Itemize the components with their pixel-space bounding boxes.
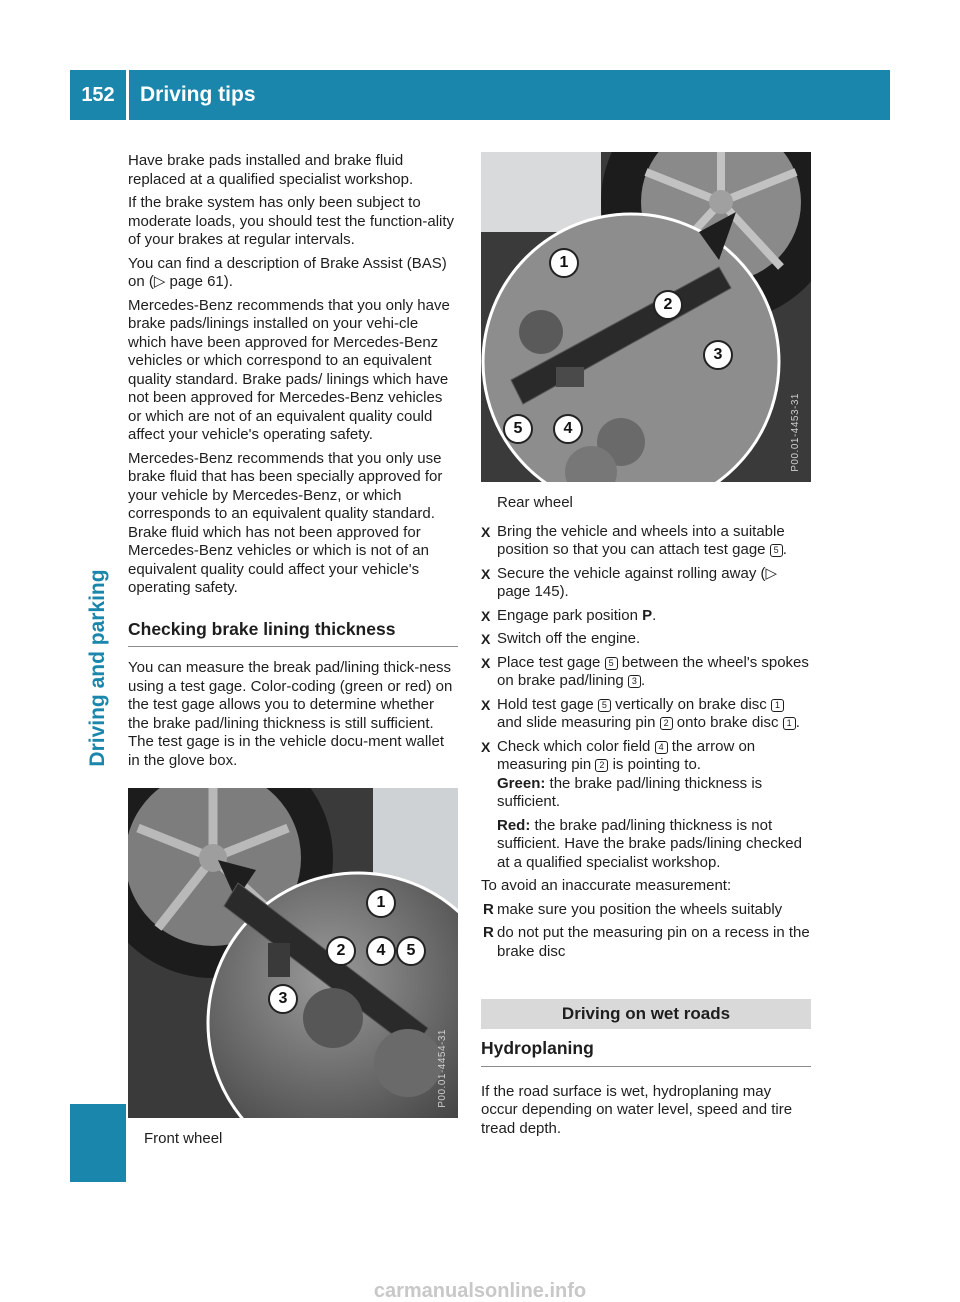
callout-1: 1	[549, 248, 579, 278]
figure-code: P00.01-4453-31	[789, 393, 801, 472]
paragraph-bas-reference: You can find a description of Brake Assist (BAS) on (▷ page 61).	[128, 254, 447, 290]
step-item: X Place test gage 5 between the wheel's spokes on brake pad/lining 3 .	[481, 653, 809, 689]
bullet-icon: R	[483, 900, 494, 918]
step-arrow-icon: X	[481, 631, 491, 647]
ref-5: 5	[770, 544, 783, 557]
callout-4: 4	[366, 936, 396, 966]
step-item: X Switch off the engine.	[481, 630, 641, 647]
callout-2: 2	[653, 290, 683, 320]
ref-5: 5	[605, 657, 618, 670]
header-divider	[126, 70, 129, 120]
paragraph: To avoid an inaccurate measurement:	[481, 877, 732, 894]
step-arrow-icon: X	[481, 696, 491, 713]
ref-4: 4	[655, 741, 668, 754]
paragraph: Mercedes-Benz recommends that you only have brake pads/linings installed on your vehi-cle which have been approved for Mercedes-Benz vehicles or which correspond to an equivalent quality standard. Brake pads/ linings which have not been approved for Mercedes-Benz vehicles or which are not of an equivalent quality could affect your vehicle's operating safety.	[128, 296, 450, 443]
rear-wheel-figure	[481, 152, 811, 482]
bullet-icon: R	[483, 924, 494, 941]
step-arrow-icon: X	[481, 607, 491, 624]
callout-2: 2	[326, 936, 356, 966]
callout-5: 5	[503, 414, 533, 444]
step-item: X Hold test gage 5 vertically on brake disc 1 and slide measuring pin 2 onto brake disc 1 .	[481, 695, 800, 731]
step-item: X Check which color field 4 the arrow on measuring pin 2 is pointing to. Green: the brake pad/lining thickness is sufficient.	[481, 737, 763, 810]
watermark: carmanualsonline.info	[373, 1280, 587, 1302]
step-arrow-icon: X	[481, 654, 491, 671]
front-wheel-figure	[128, 788, 458, 1118]
ref-2: 2	[595, 759, 608, 772]
bullet-item: R make sure you position the wheels suitably	[483, 900, 783, 918]
page-title: Driving tips	[140, 83, 256, 106]
step-arrow-icon: X	[481, 523, 491, 540]
figure-caption: Front wheel	[144, 1130, 223, 1147]
callout-1: 1	[366, 888, 396, 918]
page-number: 152	[81, 84, 115, 106]
red-label: Red:	[497, 816, 531, 834]
paragraph: If the road surface is wet, hydroplaning may occur depending on water level, speed and tire tread depth.	[481, 1082, 793, 1137]
step-arrow-icon: X	[481, 738, 491, 755]
ref-1: 1	[771, 699, 784, 712]
callout-5: 5	[396, 936, 426, 966]
figure-code: P00.01-4454-31	[436, 1029, 448, 1108]
bullet-item: R do not put the measuring pin on a recess in the brake disc	[483, 924, 810, 960]
paragraph: Have brake pads installed and brake fluid replaced at a qualified specialist workshop.	[128, 152, 414, 188]
callout-3: 3	[268, 984, 298, 1014]
step-arrow-icon: X	[481, 565, 491, 582]
callout-3: 3	[703, 340, 733, 370]
red-result: Red: the brake pad/lining thickness is not sufficient. Have the brake pads/lining checked at a qualified specialist workshop.	[497, 816, 802, 871]
figure-caption: Rear wheel	[497, 494, 573, 511]
side-tab-label: Driving and parking	[86, 569, 109, 767]
callout-4: 4	[553, 414, 583, 444]
step-item: X Secure the vehicle against rolling away (▷ page 145).	[481, 564, 778, 600]
left-column	[128, 152, 458, 1159]
paragraph: You can measure the break pad/lining thick-ness using a test gage. Color-coding (green or red) on the test gage allows you to determine whether the brake pad/lining thickness is still sufficient. The test gage is in the vehicle docu-ment wallet in the glove box.	[128, 659, 453, 769]
paragraph: Mercedes-Benz recommends that you only use brake fluid that has been specially approved for your vehicle by Mercedes-Benz, or which corresponds to an equivalent quality standard. Brake fluid which has not been approved for Mercedes-Benz vehicles or which is not of an equivalent quality could affect your vehicle's operating safety.	[128, 449, 443, 596]
paragraph: If the brake system has only been subject to moderate loads, you should test the function-ality of your brakes at regular intervals.	[128, 194, 455, 248]
step-item: X Engage park position P.	[481, 606, 657, 624]
ref-5: 5	[598, 699, 611, 712]
ref-3: 3	[628, 675, 641, 688]
sub-heading-hydroplaning: Hydroplaning	[481, 1039, 811, 1067]
step-item: X Bring the vehicle and wheels into a suitable position so that you can attach test gage 5 .	[481, 522, 787, 558]
ref-1: 1	[783, 717, 796, 730]
ref-2: 2	[660, 717, 673, 730]
right-column	[481, 152, 811, 1143]
section-heading-wet-roads: Driving on wet roads	[481, 999, 811, 1029]
side-tab-block	[70, 1104, 126, 1182]
green-label: Green:	[497, 774, 546, 792]
section-heading: Checking brake lining thickness	[128, 620, 458, 648]
